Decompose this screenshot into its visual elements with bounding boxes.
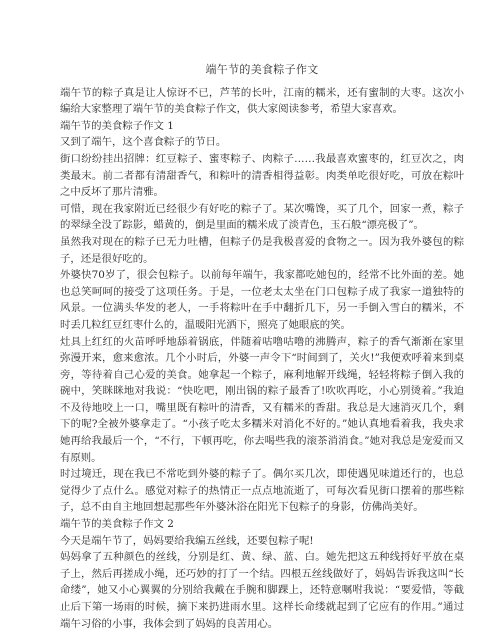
section-1-paragraph-6: 灶具上红红的火苗呼呼地舔着锅底，伴随着咕噜咕噜的沸腾声，粽子的香气渐渐在家里弥漫开来，愈来愈浓。几个小时后，外婆一声令下“时间到了，关火!”我便欢呼着来到桌旁，等待着自己心爱的美食。她拿起一个粽子，麻利地解开线绳，轻轻将粽子倒入我的碗中，笑眯眯地对我说：“快吃吧，刚出锅的粽子最香了!吹吹再吃，小心别烫着。”我迫不及待地咬上一口，嘴里既有粽叶的清香，又有糯米的香甜。我总是大速消灭几个，剩下的呢?全被外婆拿走了。“小孩子吃太多糯米对消化不好的。”她认真地看着我，我央求她再给我最后一个，“不行，下顿再吃，你去喝些我的滚茶消消食。”她对我总是宠爱而又有原则。 (60, 335, 464, 464)
intro-paragraph: 端午节的粽子真是让人惊讶不已，芦苇的长叶，江南的糯米，还有蜜制的大枣。这次小编给大家整理了端午节的美食粽子作文，供大家阅读参考，希望大家喜欢。 (60, 86, 464, 116)
section-2-heading: 端午节的美食粽子作文 2 (60, 518, 174, 531)
section-1-paragraph-4: 虽然我对现在的粽子已无力吐槽，但粽子仍是我极喜爱的食物之一。因为我外婆包的粽子，还是很好吃的。 (60, 235, 464, 265)
section-2-paragraph-2: 妈妈拿了五种颜色的丝线，分别是红、黄、绿、蓝、白。她先把这五种线捋好平放在桌子上，然后再搓成小绳，还巧妙的打了一个结。四根五丝线做好了，妈妈告诉我这叫“长命缕”，她又小心翼翼的分别给我戴在手腕和脚踝上，还特意嘱咐我说：“要爱惜，等截止后下第一场雨的时候，摘下来扔进雨水里。这样长命缕就起到了它应有的作用。”通过端午习俗的小事，我体会到了妈妈的良苦用心。 (60, 551, 464, 630)
section-1-paragraph-3: 可惜，现在我家附近已经很少有好吃的粽子了。某次嘴馋，买了几个，回家一煮，粽子的翠绿全没了踪影，蜡黄的，倒是里面的糯米成了淡青色，玉石般“漂亮极了”。 (60, 202, 464, 232)
section-1-paragraph-5: 外婆快70岁了，很会包粽子。以前每年端午，我家都吃她包的，经常不比外面的差。她也总笑呵呵的接受了这项任务。于是，一位老太太坐在门口包粽子成了我家一道独特的风景。一位满头华发的老人，一手将粽叶在手中翻折几下，另一手倒入雪白的糯米，不时丢几粒红豆红枣什么的，温暖阳光洒下，照亮了她眼底的笑。 (60, 269, 464, 331)
section-1-paragraph-7: 时过境迁，现在我已不常吃到外婆的粽子了。偶尔买几次，即使遇见味道还行的，也总觉得少了点什么。感觉对粽子的热情正一点点地流逝了，可每次看见街口摆着的那些粽子，总不由自主地回想起那些年外婆沐浴在阳光下包粽子的身影，仿佛尚美好。 (60, 468, 464, 514)
section-1-paragraph-2: 街口纷纷挂出招牌：红豆粽子、蜜枣粽子、肉粽子……我最喜欢蜜枣的，红豆次之，肉类最末。前二者都有清甜香气，和粽叶的清香相得益彰。肉类单吃很好吃，可放在粽叶之中反坏了那片清雅。 (60, 152, 464, 199)
document-title: 端午节的美食粽子作文 (205, 63, 319, 76)
section-1-paragraph-1: 又到了端午，这个喜食粽子的节日。 (60, 136, 227, 149)
section-1-heading: 端午节的美食粽子作文 1 (60, 119, 174, 132)
section-2-paragraph-1: 今天是端午节了，妈妈要给我编五丝线，还要包粽子呢! (60, 534, 314, 547)
